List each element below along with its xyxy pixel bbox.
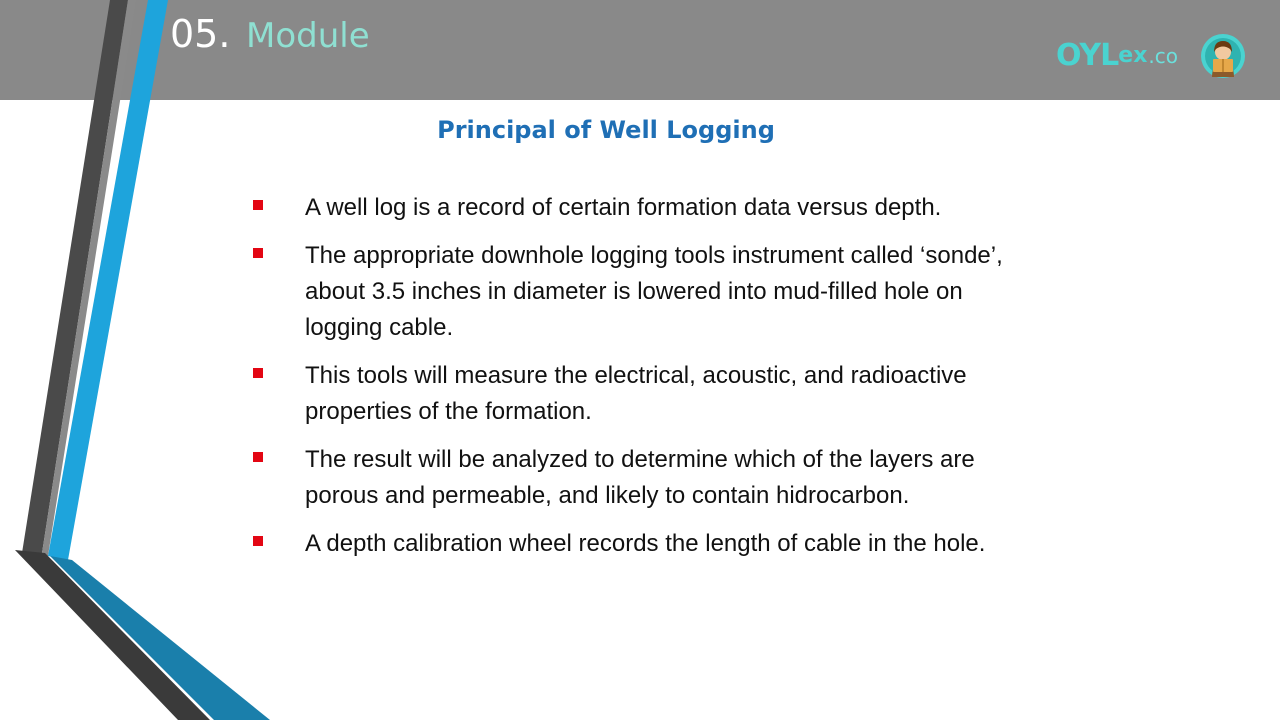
- bullet-text: A well log is a record of certain formation data versus depth.: [305, 194, 942, 221]
- bullet-list: [250, 190, 1010, 574]
- bullet-square-icon: [253, 368, 263, 378]
- dark-diagonal: [15, 550, 210, 720]
- slide-title: Principal of Well Logging: [437, 116, 775, 144]
- brand-logo-suffix: .co: [1148, 44, 1178, 68]
- bullet-text: A depth calibration wheel records the length of cable in the hole.: [305, 530, 986, 557]
- gray-stripe: [42, 0, 136, 556]
- bullet-text: The appropriate downhole logging tools instrument called ‘sonde’, about 3.5 inches in diameter is lowered into mud-filled hole on logging cable.: [305, 242, 1003, 341]
- bullet-item: [250, 442, 1010, 514]
- brand-logo-mid: ex: [1118, 43, 1148, 68]
- bullet-item: [250, 526, 1010, 562]
- bullet-text: The result will be analyzed to determine which of the layers are porous and permeable, and likely to contain hidrocarbon.: [305, 446, 975, 509]
- brand-logo[interactable]: [1056, 36, 1178, 76]
- module-number: 05.: [170, 12, 231, 56]
- bullet-item: [250, 358, 1010, 430]
- bullet-square-icon: [253, 452, 263, 462]
- bullet-item: [250, 238, 1010, 346]
- bullet-square-icon: [253, 248, 263, 258]
- bullet-text: This tools will measure the electrical, acoustic, and radioactive properties of the formation.: [305, 362, 967, 425]
- reader-avatar-icon: [1200, 33, 1246, 79]
- bullet-square-icon: [253, 536, 263, 546]
- bullet-square-icon: [253, 200, 263, 210]
- module-title: Module: [246, 16, 370, 56]
- brand-logo-main: OYL: [1056, 38, 1119, 73]
- bullet-item: [250, 190, 1010, 226]
